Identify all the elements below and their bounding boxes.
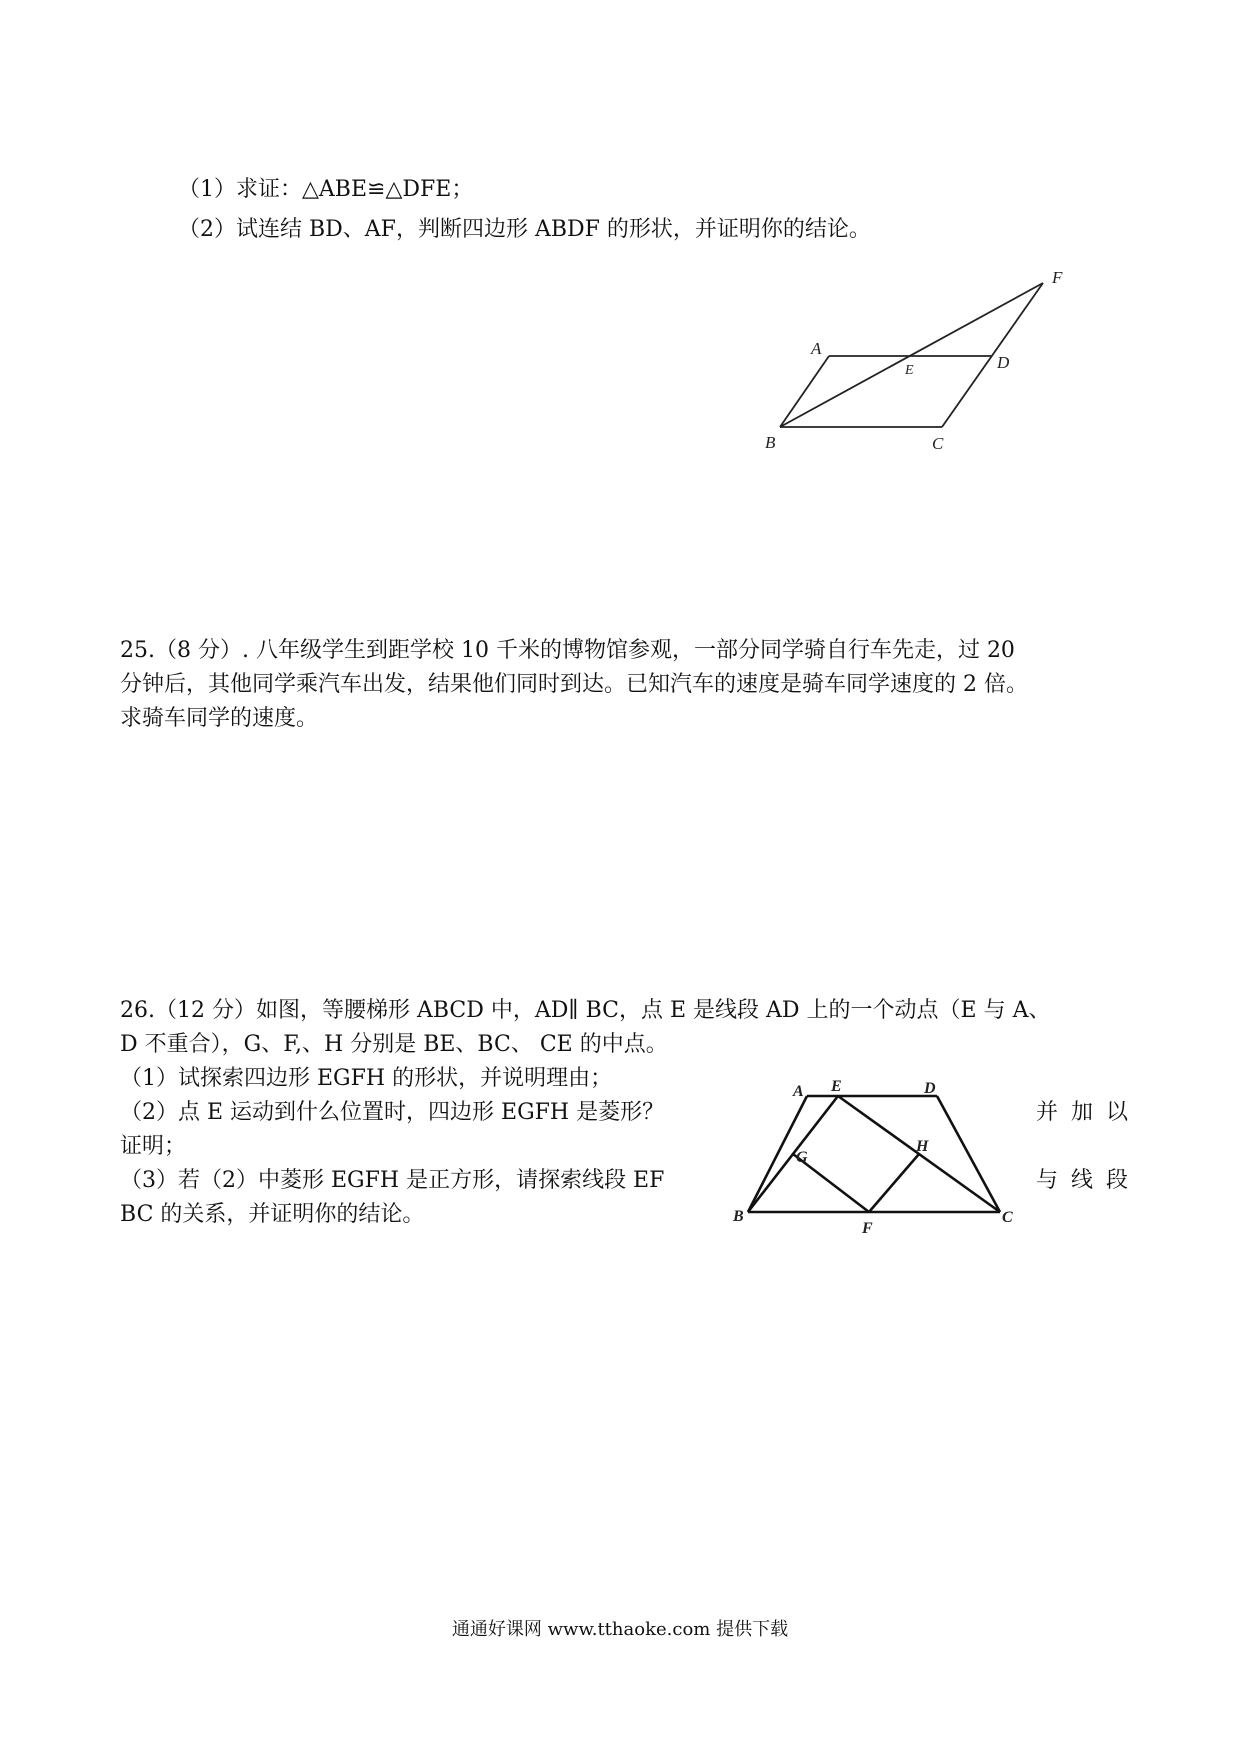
q24-label-f: F — [1052, 268, 1063, 287]
q26-label-b: B — [733, 1208, 744, 1225]
q26-label-d: D — [924, 1080, 936, 1097]
q26-line-2: D 不重合），G、F,、H 分别是 BE、BC、 CE 的中点。 — [120, 1032, 668, 1057]
page-footer: 通通好课网 www.tthaoke.com 提供下载 — [451, 1619, 789, 1640]
q26-segment-ab — [748, 1096, 807, 1212]
q26-label-c: C — [1002, 1209, 1013, 1226]
q26-part2-tail-3: 以 — [1105, 1100, 1128, 1125]
q24-label-d: D — [997, 353, 1010, 372]
q25-line-1: 25.（8 分）. 八年级学生到距学校 10 千米的博物馆参观，一部分同学骑自行车先走，过 20 — [120, 638, 1015, 663]
q26-part2-tail-2: 加 — [1070, 1100, 1093, 1125]
q25-line-3: 求骑车同学的速度。 — [120, 706, 319, 731]
q26-label-f: F — [862, 1220, 873, 1237]
q26-label-e: E — [831, 1078, 842, 1095]
q26-label-g: G — [796, 1149, 808, 1166]
q26-segment-dc — [937, 1096, 1000, 1212]
q26-part3: （3）若（2）中菱形 EGFH 是正方形，请探索线段 EF — [120, 1168, 665, 1193]
q24-segment-bf — [780, 283, 1043, 427]
q26-part3-tail-3: 段 — [1105, 1168, 1128, 1193]
q26-segment-hf — [869, 1154, 919, 1212]
q24-segment-cf — [942, 283, 1043, 427]
q26-part1: （1）试探索四边形 EGFH 的形状，并说明理由； — [120, 1066, 613, 1091]
q24-part2: （2）试连结 BD、AF，判断四边形 ABDF 的形状，并证明你的结论。 — [178, 217, 871, 242]
q26-part3-tail-1: 与 — [1036, 1168, 1059, 1193]
q26-line-1: 26.（12 分）如图，等腰梯形 ABCD 中，AD∥ BC，点 E 是线段 AD 上的一个动点（E 与 A、 — [120, 998, 1051, 1023]
q25-line-2: 分钟后，其他同学乘汽车出发，结果他们同时到达。已知汽车的速度是骑车同学速度的 2 倍。 — [120, 672, 1028, 697]
q26-label-h: H — [916, 1138, 929, 1155]
q24-label-e: E — [905, 363, 914, 378]
q26-segment-eb — [748, 1096, 838, 1212]
q24-label-b: B — [765, 433, 776, 452]
q24-part1: （1）求证：△ABE≌△DFE； — [178, 177, 474, 202]
q26-part2-tail-1: 并 — [1036, 1100, 1059, 1125]
q24-label-a: A — [811, 339, 822, 358]
q26-segment-gf — [793, 1154, 869, 1212]
q24-label-c: C — [932, 434, 944, 453]
q26-part3-continued: BC 的关系，并证明你的结论。 — [120, 1202, 425, 1227]
q26-part3-tail — [1036, 1167, 1128, 1195]
q26-part2: （2）点 E 运动到什么位置时，四边形 EGFH 是菱形？ — [120, 1100, 665, 1125]
q26-label-a: A — [793, 1083, 804, 1100]
q26-part2-continued: 证明； — [120, 1134, 187, 1159]
q26-part3-tail-2: 线 — [1070, 1168, 1093, 1193]
q24-segment-ab — [780, 356, 829, 427]
q26-segment-ec — [838, 1096, 1000, 1212]
q26-part2-tail — [1036, 1099, 1128, 1127]
